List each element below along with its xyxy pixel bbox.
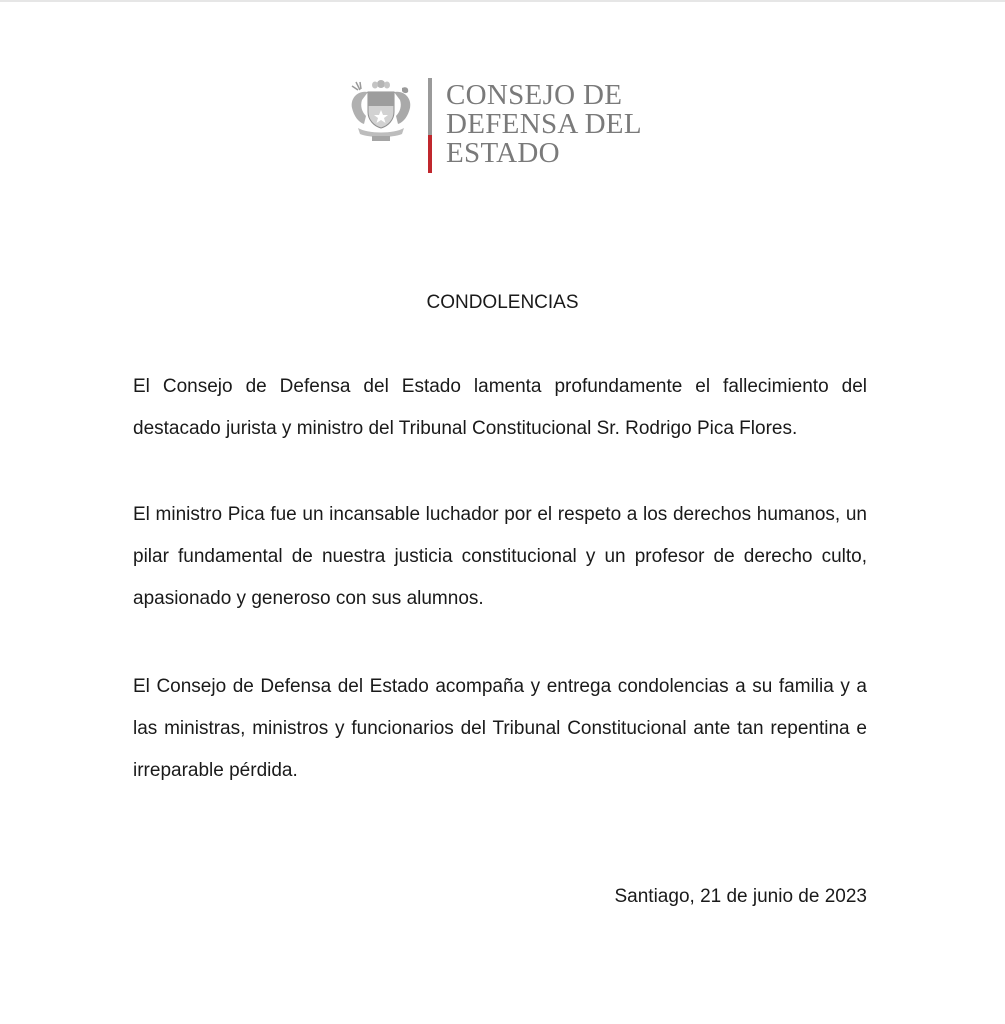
page-top-border: [0, 0, 1005, 2]
paragraph-3: El Consejo de Defensa del Estado acompaña y entrega condolencias a su familia y a las ministras, ministros y funcionarios del Tribunal Constitucional ante tan repentina e irreparable pérdida.: [133, 676, 867, 781]
org-name-line-3: ESTADO: [446, 137, 560, 169]
letterhead-divider: [428, 78, 432, 173]
org-name-line-2: DEFENSA DEL: [446, 108, 642, 140]
chile-coat-of-arms-icon: [346, 78, 416, 144]
org-name-line-1: CONSEJO DE: [446, 79, 623, 111]
paragraph-2: El ministro Pica fue un incansable luchador por el respeto a los derechos humanos, un pilar fundamental de nuestra justicia constitucional y un profesor de derecho culto, apasionado y generoso con sus alumnos.: [133, 504, 867, 609]
document-title: CONDOLENCIAS: [426, 292, 579, 313]
letterhead: [346, 78, 666, 174]
date-line: Santiago, 21 de junio de 2023: [614, 886, 867, 907]
paragraph-1: El Consejo de Defensa del Estado lamenta profundamente el fallecimiento del destacado jurista y ministro del Tribunal Constitucional Sr. Rodrigo Pica Flores.: [133, 376, 867, 439]
organization-name: [446, 81, 642, 168]
